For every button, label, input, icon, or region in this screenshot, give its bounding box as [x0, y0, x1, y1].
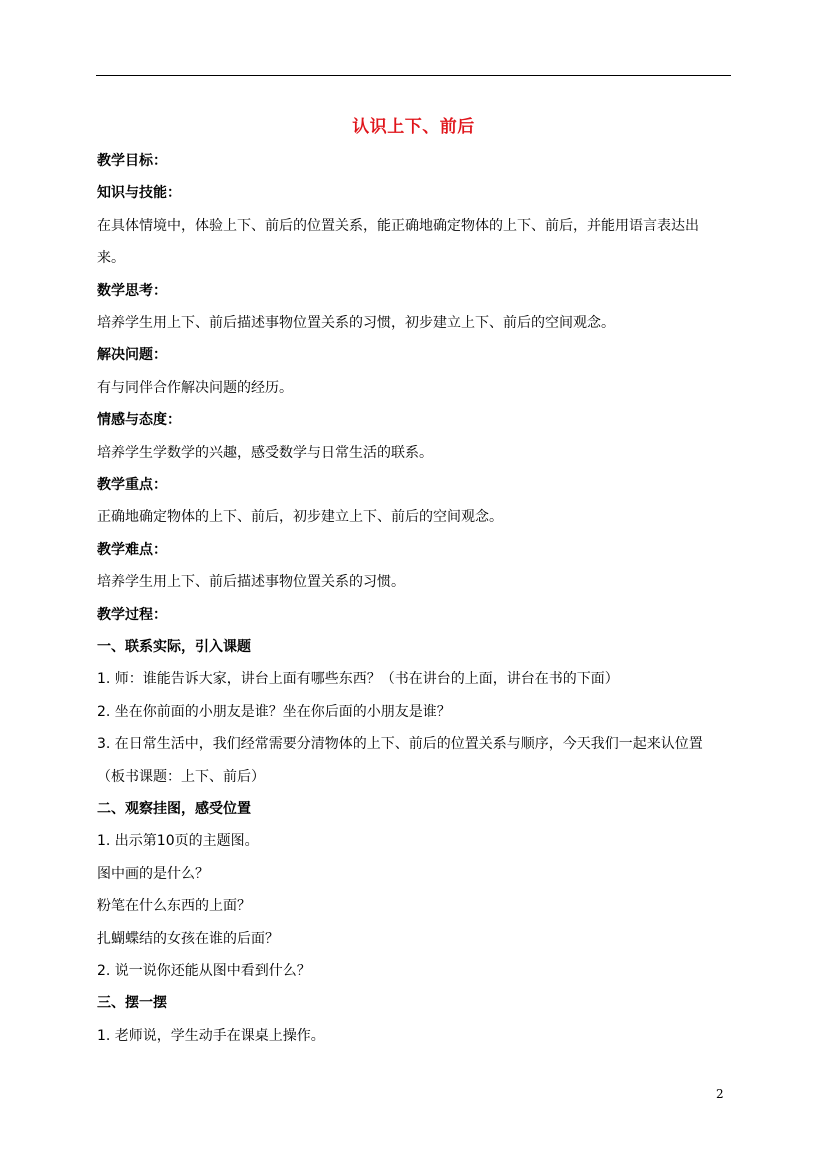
paragraph-line: 正确地确定物体的上下、前后，初步建立上下、前后的空间观念。	[97, 509, 503, 525]
section-heading: 解决问题：	[97, 347, 167, 363]
paragraph-line: 来。	[97, 250, 125, 266]
section-heading: 一、联系实际，引入课题	[97, 639, 251, 655]
section-heading: 教学难点：	[97, 542, 167, 558]
section-heading: 数学思考：	[97, 283, 167, 299]
paragraph-line: 有与同伴合作解决问题的经历。	[97, 380, 293, 396]
document-title: 认识上下、前后	[352, 117, 475, 137]
paragraph-line: 1. 师：谁能告诉大家，讲台上面有哪些东西？（书在讲台的上面，讲台在书的下面）	[97, 671, 619, 687]
paragraph-line: 1. 老师说，学生动手在课桌上操作。	[97, 1028, 325, 1044]
page-number: 2	[716, 1087, 724, 1101]
paragraph-line: 2. 说一说你还能从图中看到什么？	[97, 963, 311, 979]
section-heading: 三、摆一摆	[97, 995, 167, 1011]
header-rule	[96, 75, 731, 76]
paragraph-line: 扎蝴蝶结的女孩在谁的后面？	[97, 931, 279, 947]
section-heading: 教学重点：	[97, 477, 167, 493]
section-heading: 教学目标：	[97, 153, 167, 169]
paragraph-line: 1. 出示第10页的主题图。	[97, 833, 259, 849]
section-heading: 知识与技能：	[97, 185, 181, 201]
paragraph-line: 培养学生学数学的兴趣，感受数学与日常生活的联系。	[97, 445, 433, 461]
paragraph-line: 3. 在日常生活中，我们经常需要分清物体的上下、前后的位置关系与顺序，今天我们一起来认位置	[97, 736, 703, 752]
paragraph-line: （板书课题：上下、前后）	[97, 769, 265, 785]
section-heading: 情感与态度：	[97, 412, 181, 428]
paragraph-line: 培养学生用上下、前后描述事物位置关系的习惯，初步建立上下、前后的空间观念。	[97, 315, 615, 331]
paragraph-line: 2. 坐在你前面的小朋友是谁？坐在你后面的小朋友是谁？	[97, 704, 451, 720]
paragraph-line: 培养学生用上下、前后描述事物位置关系的习惯。	[97, 574, 405, 590]
paragraph-line: 在具体情境中，体验上下、前后的位置关系，能正确地确定物体的上下、前后，并能用语言表达出	[97, 218, 699, 234]
section-heading: 教学过程：	[97, 607, 167, 623]
paragraph-line: 粉笔在什么东西的上面？	[97, 898, 251, 914]
section-heading: 二、观察挂图，感受位置	[97, 801, 251, 817]
paragraph-line: 图中画的是什么？	[97, 866, 209, 882]
